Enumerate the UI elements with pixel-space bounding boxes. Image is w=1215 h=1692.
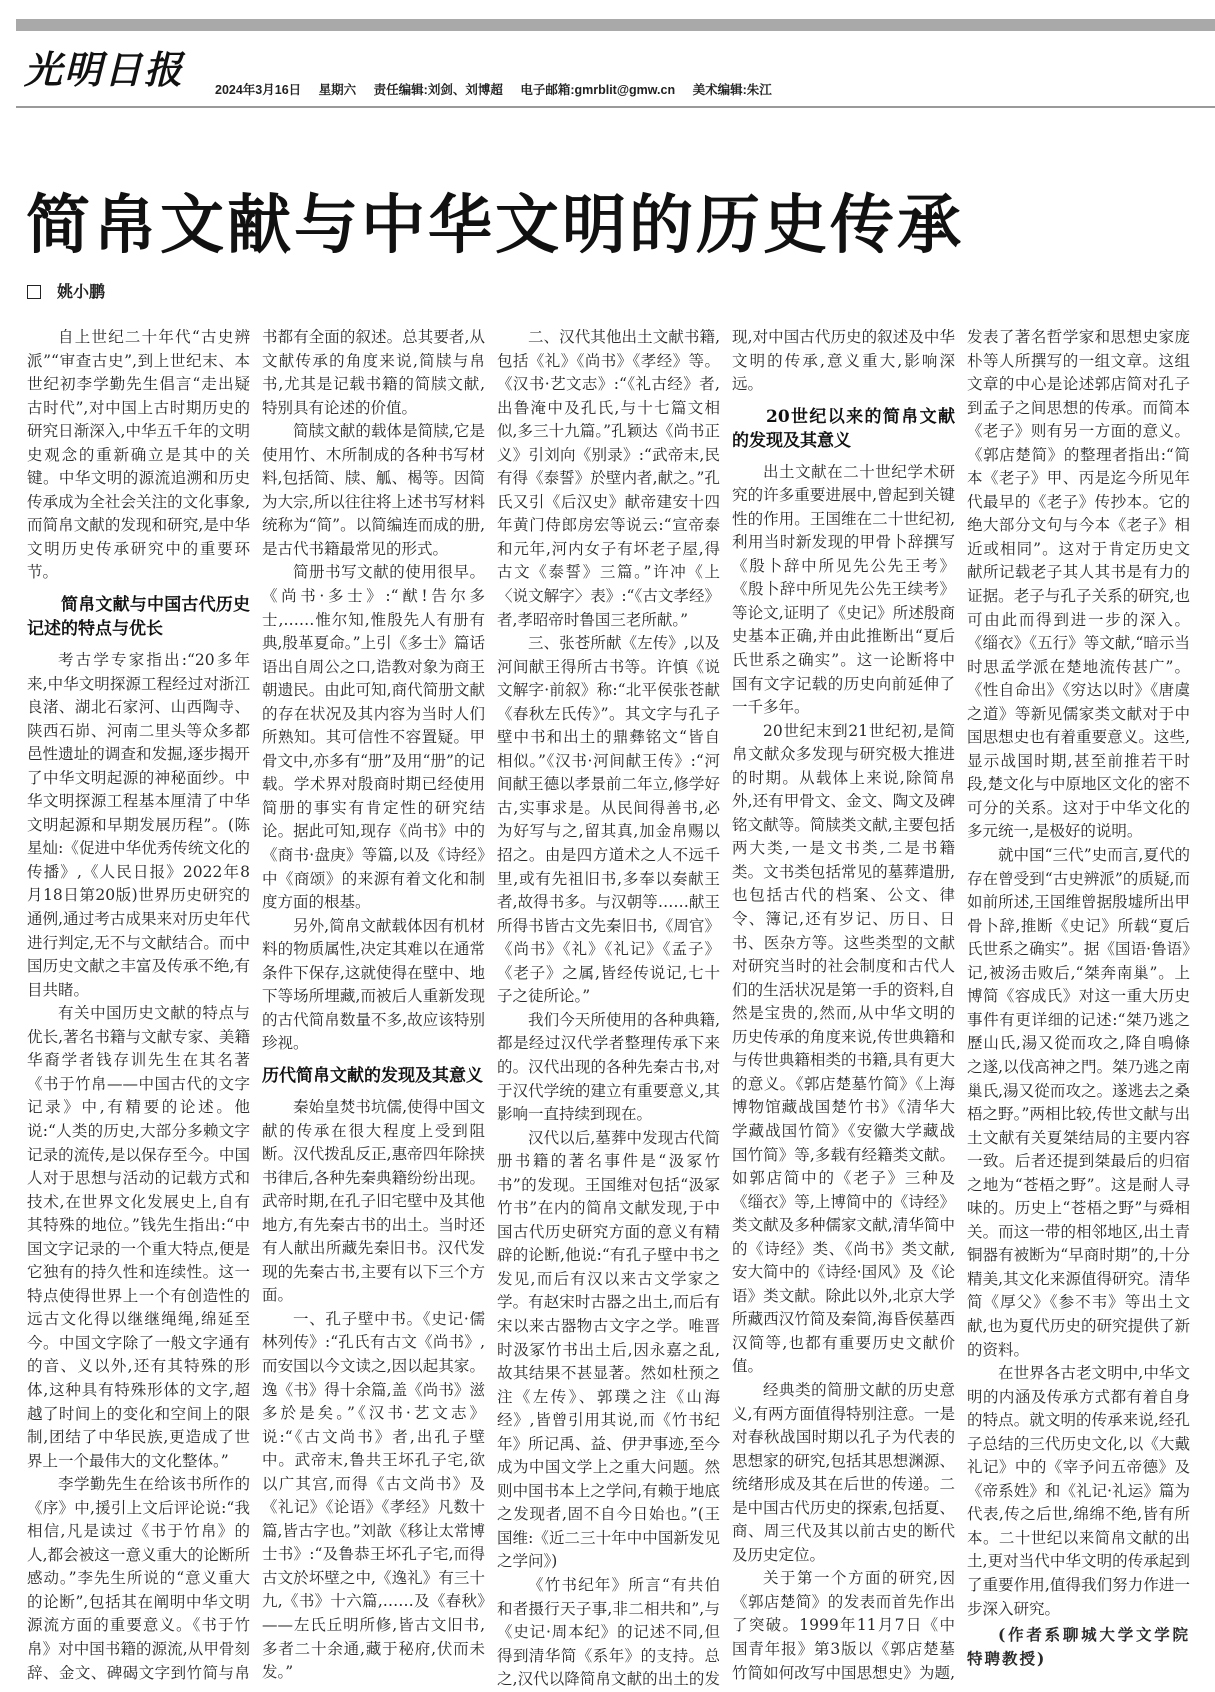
paragraph: 李学勤先生在给该书所作的《序》中,援引上文后评论说:“我相信,凡是读过《书于竹帛》的人,都会被这一意义重大的论断所感动。”李先生所说的“意义重大的论断”,包括其在阐明中华文明源流方面的重要意义。《书于竹帛》对中国书籍的源流,从甲骨刻辞、金文、碑碣文字到竹简与帛书都有全面的叙述。总其要者,从文献传承的角度来说,简牍与帛书,尤其是记载书籍的简牍文献,特别具有论述的价值。: [27, 328, 485, 1682]
section-heading: 简帛文献与中国古代历史记述的特点与优长: [27, 595, 250, 640]
paragraph: 我们今天所使用的各种典籍,都是经过汉代学者整理传承下来的。汉代出现的各种先秦古书,对于汉代学统的建立有重要意义,其影响一直持续到现在。: [497, 1010, 720, 1124]
paragraph: 考古学专家指出:“20多年来,中华文明探源工程经过对浙江良渚、湖北石家河、山西陶寺、陕西石峁、河南二里头等众多都邑性遗址的调查和发掘,逐步揭开了中华文明起源的神秘面纱。中华文明探源工程基本厘清了中华文明起源和早期发展历程”。(陈星灿:《促进中华优秀传统文化的传播》,《人民日报》2022年8月18日第20版)世界历史研究的通例,通过考古成果来对历史年代进行判定,无不与文献结合。而中国历史文献之丰富及传承不绝,有目共睹。: [27, 651, 250, 999]
paragraph: 简册书写文献的使用很早。《尚书·多士》:“猷!告尔多士,……惟尔知,惟殷先人有册有典,殷革夏命。”上引《多士》篇话语出自周公之口,诰教对象为商王朝遗民。由此可知,商代简册文献的存在状况及其内容为当时人们所熟知。其可信性不容置疑。甲骨文中,亦多有“册”及用“册”的记载。学术界对殷商时期已经使用简册的事实有肯定性的研究结论。据此可知,现存《尚书》中的《商书·盘庚》等篇,以及《诗经》中《商颂》的来源有着文化和制度方面的根基。: [262, 563, 485, 912]
author-byline: (作者系聊城大学文学院特聘教授): [967, 1625, 1190, 1668]
responsible-editors: 责任编辑:刘剑、刘博超: [373, 83, 503, 97]
issue-date: 2024年3月16日: [215, 83, 302, 97]
masthead-meta: [215, 80, 786, 98]
top-bar: [16, 19, 1215, 31]
masthead-rule: [16, 106, 1215, 108]
newspaper-logo: 光明日报: [24, 47, 185, 92]
paragraph: 另外,简帛文献载体因有机材料的物质属性,决定其难以在通常条件下保存,这就使得在壁中、地下等场所埋藏,而被后人重新发现的古代简帛数量不多,故应该特别珍视。: [262, 916, 485, 1053]
paragraph: 出土文献在二十世纪学术研究的许多重要进展中,曾起到关键性的作用。王国维在二十世纪初,利用当时新发现的甲骨卜辞撰写《殷卜辞中所见先公先王考》《殷卜辞中所见先公先王续考》等论文,证明了《史记》所述殷商史基本正确,并由此推断出“夏后氏世系之确实”。这一论断将中国有文字记载的历史向前延伸了一千多年。: [732, 462, 955, 717]
paragraph: 关于第一个方面的研究,因《郭店楚简》的发表而首先作出了突破。1999年11月7日《中国青年报》第3版以《郭店楚墓竹简如何改写中国思想史》为题,发表了著名哲学家和思想史家庞朴等人所撰写的一组文章。这组文章的中心是论述郭店简对孔子到孟子之间思想的传承。而简本《老子》则有另一方面的意义。《郭店楚简》的整理者指出:“简本《老子》甲、丙是迄今所见年代最早的《老子》传抄本。它的绝大部分文句与今本《老子》相近或相同”。这对于肯定历史文献所记载老子其人其书是有力的证据。老子与孔子关系的研究,也可由此而得到进一步的深入。《缁衣》《五行》等文献,“暗示当时思孟学派在楚地流传甚广”。《性自命出》《穷达以时》《唐虞之道》等新见儒家类文献对于中国思想史也有着重要意义。这些,显示战国时期,甚至前推若干时段,楚文化与中原地区文化的密不可分的关系。这对于中华文化的多元统一,是极好的说明。: [732, 328, 1190, 1682]
article-body: [27, 326, 1190, 1692]
paragraph: 三、张苍所献《左传》,以及河间献王得所古书等。许慎《说文解字·前叙》称:“北平侯张苍献《春秋左氏传》”。其文字与孔子壁中书和出土的鼎彝铭文“皆自相似。”《汉书·河间献王传》:“河间献王德以孝景前二年立,修学好古,实事求是。从民间得善书,必为好写与之,留其真,加金帛赐以招之。由是四方道术之人不远千里,或有先祖旧书,多奉以奏献王者,故得书多。与汉朝等……献王所得书皆古文先秦旧书,《周官》《尚书》《礼》《礼记》《孟子》《老子》之属,皆经传说记,七十子之徒所论。”: [497, 634, 720, 1006]
paragraph: 二、汉代其他出土文献书籍,包括《礼》《尚书》《孝经》等。《汉书·艺文志》:“《礼古经》者,出鲁淹中及孔氏,与十七篇文相似,多三十九篇。”孔颖达《尚书正义》引刘向《别录》:“武帝末,民有得《泰誓》於壁内者,献之。”孔氏又引《后汉史》献帝建安十四年黄门侍郎房宏等说云:“宣帝泰和元年,河内女子有坏老子屋,得古文《泰誓》三篇。”许冲《上〈说文解字〉表》:“《古文孝经》者,孝昭帝时鲁国三老所献。”: [497, 328, 720, 629]
article-title: 简帛文献与中华文明的历史传承: [26, 188, 964, 263]
square-box-icon: [27, 285, 41, 299]
author-name: 姚小鹏: [57, 282, 106, 301]
art-editor: 美术编辑:朱江: [692, 83, 772, 97]
paragraph: 有关中国历史文献的特点与优长,著名书籍与文献专家、美籍华裔学者钱存训先生在其名著《书于竹帛——中国古代的文字记录》中,有精要的论述。他说:“人类的历史,大部分多赖文字记录的流传,是以保存至今。中国人对于思想与活动的记载方式和技术,在世界文化发展史上,自有其特殊的地位。”钱先生指出:“中国文字记录的一个重大特点,便是它独有的持久性和连续性。这一特点使得世界上一个有创造性的远古文化得以继继绳绳,绵延至今。中国文字除了一般文字通有的音、义以外,还有其特殊的形体,这种具有特殊形体的文字,超越了时间上的变化和空间上的限制,团结了中华民族,更造成了世界上一个最伟大的文化整体。”: [27, 1004, 250, 1470]
paragraph: 20世纪末到21世纪初,是简帛文献众多发现与研究极大推进的时期。从载体上来说,除简帛外,还有甲骨文、金文、陶文及碑铭文献等。简牍类文献,主要包括两大类,一是文书类,二是书籍类。文书类包括常见的墓葬遣册,也包括古代的档案、公文、律令、簿记,还有岁记、历日、日书、医杂方等。这些类型的文献对研究当时的社会制度和古代人们的生活状况是第一手的资料,自然是宝贵的,然而,从中华文明的历史传承的角度来说,传世典籍和与传世典籍相类的书籍,具有更大的意义。《郭店楚墓竹简》《上海博物馆藏战国楚竹书》《清华大学藏战国竹简》《安徽大学藏战国竹简》等,多载有经籍类文献。如郭店简中的《老子》三种及《缁衣》等,上博简中的《诗经》类文献及多种儒家文献,清华简中的《诗经》类、《尚书》类文献,安大简中的《诗经·国风》及《论语》类文献。除此以外,北京大学所藏西汉竹简及秦简,海昏侯墓西汉简等,也都有重要历史文献价值。: [732, 721, 955, 1376]
paragraph: 简牍文献的载体是简牍,它是使用竹、木所制成的各种书写材料,包括简、牍、觚、楬等。因简为大宗,所以往往将上述书写材料统称为“简”。以简编连而成的册,是古代书籍最常见的形式。: [262, 422, 485, 558]
issue-weekday: 星期六: [318, 83, 357, 97]
paragraph: 汉代以后,墓葬中发现古代简册书籍的著名事件是“汲冢竹书”的发现。王国维对包括“汲冢竹书”在内的简帛文献发现,于中国古代历史研究方面的意义有精辟的论断,他说:“有孔子壁中书之发见,而后有汉以来古文学家之学。有赵宋时古器之出土,而后有宋以来古器物古文字之学。唯晋时汲冢竹书出土后,因永嘉之乱,故其结果不甚显著。然如杜预之注《左传》、郭璞之注《山海经》,皆曾引用其说,而《竹书纪年》所记禹、益、伊尹事迹,至今成为中国文学上之重大问题。然则中国书本上之学问,有赖于地底之发现者,固不自今日始也。”(王国维:《近二三十年中中国新发见之学问》): [497, 1128, 720, 1571]
paragraph: 一、孔子壁中书。《史记·儒林列传》:“孔氏有古文《尚书》,而安国以今文读之,因以起其家。逸《书》得十余篇,盖《尚书》滋多於是矣。”《汉书·艺文志》说:“《古文尚书》者,出孔子壁中。武帝末,鲁共王坏孔子宅,欲以广其宫,而得《古文尚书》及《礼记》《论语》《孝经》凡数十篇,皆古字也。”刘歆《移让太常博士书》:“及鲁恭王坏孔子宅,而得古文於坏壁之中,《逸礼》有三十九,《书》十六篇,……及《春秋》——左氏丘明所修,皆古文旧书,多者二十余通,藏于秘府,伏而未发。”: [262, 1309, 485, 1682]
section-heading: 20世纪以来的简帛文献的发现及其意义: [732, 406, 955, 451]
paragraph: 自上世纪二十年代“古史辨派”“审查古史”,到上世纪末、本世纪初李学勤先生倡言“走出疑古时代”,对中国上古时期历史的研究日渐深入,中华五千年的文明史观念的重新确立是其中的关键。中华文明的源流追溯和历史传承成为全社会关注的文化事象,而简帛文献的发现和研究,是中华文明历史传承研究中的重要环节。: [27, 328, 250, 582]
paragraph: 秦始皇焚书坑儒,使得中国文献的传承在很大程度上受到阻断。汉代拨乱反正,惠帝四年除挟书律后,各种先秦典籍纷纷出现。武帝时期,在孔子旧宅壁中及其他地方,有先秦古书的出土。当时还有人献出所藏先秦旧书。汉代发现的先秦古书,主要有以下三个方面。: [262, 1097, 485, 1305]
section-heading: 历代简帛文献的发现及其意义: [262, 1065, 483, 1086]
editor-email: 电子邮箱:gmrblit@gmw.cn: [520, 83, 676, 97]
paragraph: 《竹书纪年》所言“有共伯和者摄行天子事,非二相共和”,与《史记·周本纪》的记述不同,但得到清华简《系年》的支持。总之,汉代以降简帛文献的出土的发现,对中国古代历史的叙述及中华文明的传承,意义重大,影响深远。: [497, 328, 955, 1689]
paragraph: 经典类的简册文献的历史意义,有两方面值得特别注意。一是对春秋战国时期以孔子为代表的思想家的研究,包括其思想渊源、统绪形成及其在后世的传递。二是中国古代历史的探索,包括夏、商、周三代及其以前古史的断代及历史定位。: [732, 1380, 955, 1564]
paragraph: 就中国“三代”史而言,夏代的存在曾受到“古史辨派”的质疑,而如前所述,王国维曾据殷墟所出甲骨卜辞,推断《史记》所载“夏后氏世系之确实”。据《国语·鲁语》记,被汤击败后,“桀奔南巢”。上博简《容成氏》对这一重大历史事件有更详细的记述:“桀乃逃之歷山氏,湯又從而攻之,降自鳴條之遂,以伐高神之門。桀乃逃之南巢氏,湯又從而攻之。遂逃去之桑梧之野。”两相比较,传世文献与出土文献有关夏桀结局的主要内容一致。后者还提到桀最后的归宿之地为“苍梧之野”。这是耐人寻味的。历史上“苍梧之野”与舜相关。而这一带的相邻地区,出土青铜器有被断为“早商时期”的,十分精美,其文化来源值得研究。清华简《厚父》《参不韦》等出土文献,也为夏代历史的研究提供了新的资料。: [967, 846, 1190, 1359]
author-line: [27, 282, 105, 302]
paragraph: 在世界各古老文明中,中华文明的内涵及传承方式都有着自身的特点。就文明的传承来说,经孔子总结的三代历史文化,以《大戴礼记》中的《宰予问五帝德》及《帝系姓》和《礼记·礼运》篇为代表,传之后世,绵绵不绝,皆有所本。二十世纪以来简帛文献的出土,更对当代中华文明的传承起到了重要作用,值得我们努力作进一步深入研究。: [967, 1364, 1190, 1618]
